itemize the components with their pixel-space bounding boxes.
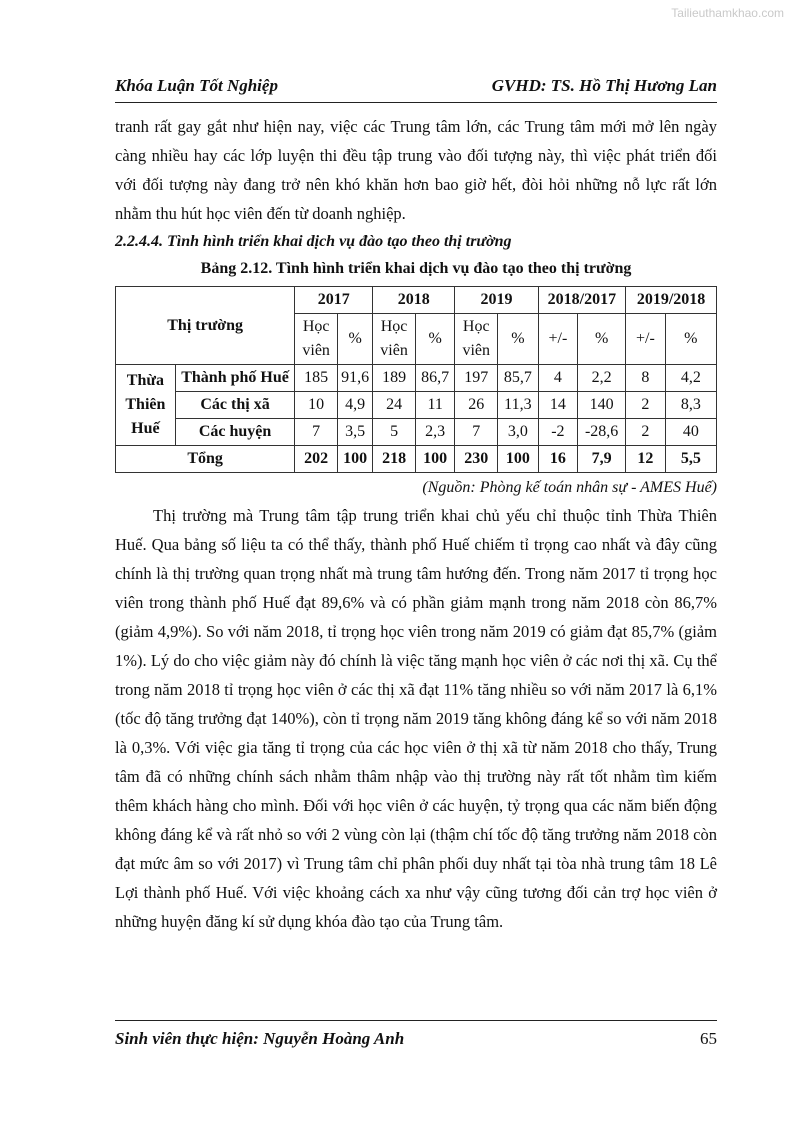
page-header <box>115 76 717 103</box>
table-cell: 14 <box>538 392 577 419</box>
table-cell: 4 <box>538 365 577 392</box>
watermark: Tailieuthamkhao.com <box>671 6 784 20</box>
table-cell: 140 <box>578 392 626 419</box>
total-cell: 202 <box>295 446 338 473</box>
page-footer <box>115 1020 717 1049</box>
total-cell: 230 <box>455 446 498 473</box>
paragraph-main: Thị trường mà Trung tâm tập trung triển khai chủ yếu chỉ thuộc tỉnh Thừa Thiên Huế. Qua bảng số liệu ta có thể thấy, thành phố Huế chiếm tỉ trọng cao nhất và đây cũng chính là thị trường quan trọng nhất mà trung tâm hướng đến. Trong năm 2017 tỉ trọng học viên trong thành phố Huế đạt 89,6% và có phần giảm mạnh trong năm 2018 còn 86,7% (giảm 4,9%). So với năm 2018, tỉ trọng học viên trong năm 2019 có giảm đạt 85,7% (giảm 1%). Lý do cho việc giảm này đó chính là việc tăng mạnh học viên ở các nơi thị xã. Cụ thể trong năm 2018 tỉ trọng học viên ở các thị xã đạt 11% tăng nhiều so với năm 2017 là 6,1% (tốc độ tăng trưởng đạt 140%), còn tỉ trọng năm 2019 tăng không đáng kể so với năm 2018 là 0,3%. Với việc gia tăng tỉ trọng của các học viên ở thị xã từ năm 2018 cho thấy, Trung tâm đã có những chính sách nhằm thâm nhập vào thị trường này rất tốt nhằm tìm kiếm thêm khách hàng cho mình. Đối với học viên ở các huyện, tỷ trọng qua các năm biến động không đáng kể và rất nhỏ so với 2 vùng còn lại (thậm chí tốc độ tăng trưởng năm 2018 còn đạt mức âm so với 2017) vì Trung tâm chỉ phân phối duy nhất tại tòa nhà trung tâm 18 Lê Lợi thành phố Huế. Với việc khoảng cách xa như vậy cũng tương đối cản trợ học viên ở những huyện đăng kí sử dụng khóa đào tạo của Trung tâm. <box>115 506 717 931</box>
table-cell: 85,7 <box>498 365 539 392</box>
table-cell: 91,6 <box>338 365 373 392</box>
table-cell: 2,3 <box>415 419 454 446</box>
table-cell: 40 <box>665 419 716 446</box>
total-cell: 12 <box>626 446 665 473</box>
subheader-percent: % <box>665 314 716 365</box>
table-row <box>116 365 717 392</box>
table-cell: 7 <box>455 419 498 446</box>
total-cell: 218 <box>373 446 416 473</box>
total-cell: 7,9 <box>578 446 626 473</box>
subheader-diff: +/- <box>538 314 577 365</box>
table-cell: 185 <box>295 365 338 392</box>
header-advisor: GVHD: TS. Hồ Thị Hương Lan <box>491 76 717 95</box>
table-cell: 86,7 <box>415 365 454 392</box>
total-label: Tổng <box>116 446 295 473</box>
row-label: Các thị xã <box>175 392 295 419</box>
table-cell: -2 <box>538 419 577 446</box>
table-cell: 24 <box>373 392 416 419</box>
table-caption: Bảng 2.12. Tình hình triển khai dịch vụ đào tạo theo thị trường <box>200 260 632 277</box>
year-header: 2018 <box>373 287 455 314</box>
table-cell: 3,0 <box>498 419 539 446</box>
table-cell: 8 <box>626 365 665 392</box>
market-table <box>115 286 717 473</box>
table-cell: 4,2 <box>665 365 716 392</box>
page-content <box>115 112 717 936</box>
table-source: (Nguồn: Phòng kế toán nhân sự - AMES Huế) <box>422 479 717 496</box>
table-row <box>116 392 717 419</box>
subheader-diff: +/- <box>626 314 665 365</box>
header-thesis-title: Khóa Luận Tốt Nghiệp <box>115 76 278 95</box>
total-cell: 16 <box>538 446 577 473</box>
year-header: 2018/2017 <box>538 287 626 314</box>
total-cell: 100 <box>415 446 454 473</box>
row-label: Thành phố Huế <box>175 365 295 392</box>
table-cell: 3,5 <box>338 419 373 446</box>
table-cell: 7 <box>295 419 338 446</box>
total-row <box>116 446 717 473</box>
table-row <box>116 419 717 446</box>
region-cell: Thừa Thiên Huế <box>116 365 176 446</box>
row-label: Các huyện <box>175 419 295 446</box>
table-cell: 4,9 <box>338 392 373 419</box>
table-cell: 2 <box>626 419 665 446</box>
subheader-students: Học viên <box>455 314 498 365</box>
year-header: 2019/2018 <box>626 287 717 314</box>
table-cell: 10 <box>295 392 338 419</box>
table-cell: 11 <box>415 392 454 419</box>
paragraph-top: tranh rất gay gắt như hiện nay, việc các Trung tâm lớn, các Trung tâm mới mở lên ngày càng nhiều hay các lớp luyện thi đều tập trung vào đối tượng này, thì việc phát triển đối với đối tượng này đang trở nên khó khăn hơn bao giờ hết, đòi hỏi những nỗ lực rất lớn nhằm thu hút học viên đến từ doanh nghiệp. <box>115 117 717 223</box>
section-heading: 2.2.4.4. Tình hình triển khai dịch vụ đào tạo theo thị trường <box>115 233 512 250</box>
subheader-students: Học viên <box>295 314 338 365</box>
page-number: 65 <box>700 1029 717 1048</box>
table-cell: 5 <box>373 419 416 446</box>
total-cell: 5,5 <box>665 446 716 473</box>
table-cell: 189 <box>373 365 416 392</box>
subheader-students: Học viên <box>373 314 416 365</box>
table-header-row <box>116 287 717 314</box>
year-header: 2017 <box>295 287 373 314</box>
market-header: Thị trường <box>116 287 295 365</box>
table-cell: -28,6 <box>578 419 626 446</box>
table-cell: 2 <box>626 392 665 419</box>
table-cell: 8,3 <box>665 392 716 419</box>
table-cell: 26 <box>455 392 498 419</box>
subheader-percent: % <box>578 314 626 365</box>
subheader-percent: % <box>498 314 539 365</box>
table-cell: 11,3 <box>498 392 539 419</box>
table-cell: 2,2 <box>578 365 626 392</box>
year-header: 2019 <box>455 287 538 314</box>
total-cell: 100 <box>338 446 373 473</box>
subheader-percent: % <box>415 314 454 365</box>
subheader-percent: % <box>338 314 373 365</box>
table-cell: 197 <box>455 365 498 392</box>
total-cell: 100 <box>498 446 539 473</box>
footer-student: Sinh viên thực hiện: Nguyễn Hoàng Anh <box>115 1029 405 1048</box>
